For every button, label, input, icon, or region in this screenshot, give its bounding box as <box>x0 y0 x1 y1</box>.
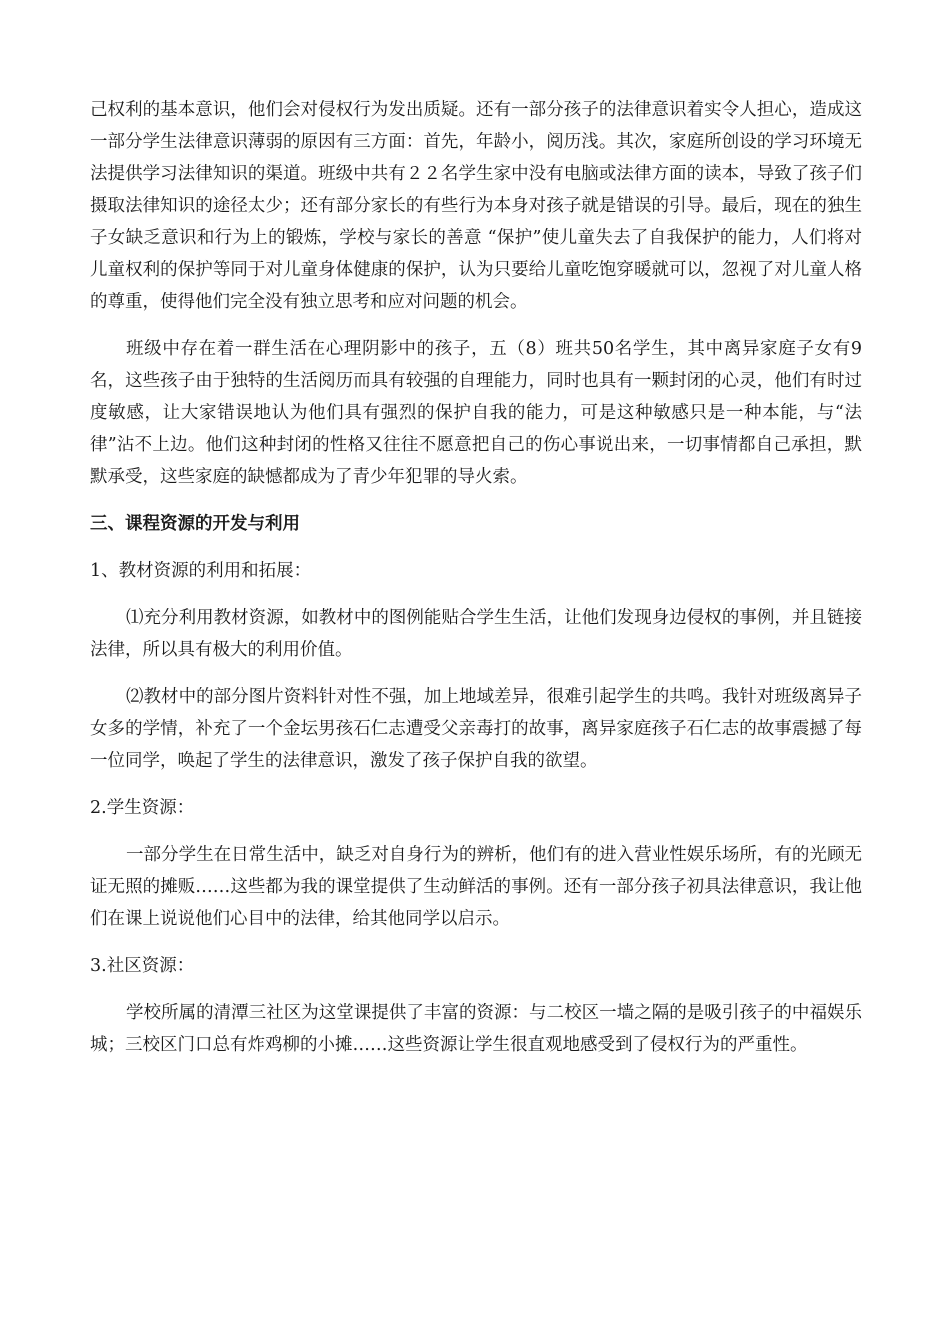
paragraph-legal-awareness: 己权利的基本意识，他们会对侵权行为发出质疑。还有一部分孩子的法律意识着实令人担心，造成这一部分学生法律意识薄弱的原因有三方面：首先，年龄小，阅历浅。其次，家庭所创设的学习环境无法提供学习法律知识的渠道。班级中共有２２名学生家中没有电脑或法律方面的读本，导致了孩子们摄取法律知识的途径太少；还有部分家长的有些行为本身对孩子就是错误的引导。最后，现在的独生子女缺乏意识和行为上的锻炼，学校与家长的善意 “保护”使儿童失去了自我保护的能力，人们将对儿童权利的保护等同于对儿童身体健康的保护，认为只要给儿童吃饱穿暖就可以，忽视了对儿童人格的尊重，使得他们完全没有独立思考和应对问题的机会。 <box>90 100 862 312</box>
paragraph-divorced-families: 班级中存在着一群生活在心理阴影中的孩子，五（8）班共50名学生，其中离异家庭子女有9名，这些孩子由于独特的生活阅历而具有较强的自理能力，同时也具有一颗封闭的心灵，他们有时过度敏感，让大家错误地认为他们具有强烈的保护自我的能力，可是这种敏感只是一种本能，与“法律”沾不上边。他们这种封闭的性格又往往不愿意把自己的伤心事说出来，一切事情都自己承担，默默承受，这些家庭的缺憾都成为了青少年犯罪的导火索。 <box>90 339 862 487</box>
subheading-community-resources: 3.社区资源： <box>90 956 195 976</box>
paragraph-student-resources: 一部分学生在日常生活中，缺乏对自身行为的辨析，他们有的进入营业性娱乐场所，有的光顾无证无照的摊贩……这些都为我的课堂提供了生动鲜活的事例。还有一部分孩子初具法律意识，我让他们在课上说说他们心目中的法律，给其他同学以启示。 <box>90 845 862 929</box>
paragraph-textbook-item-2: ⑵教材中的部分图片资料针对性不强，加上地域差异，很难引起学生的共鸣。我针对班级离异子女多的学情，补充了一个金坛男孩石仁志遭受父亲毒打的故事，离异家庭孩子石仁志的故事震撼了每一位同学，唤起了学生的法律意识，激发了孩子保护自我的欲望。 <box>90 687 862 771</box>
subheading-student-resources: 2.学生资源： <box>90 798 195 818</box>
subheading-textbook-resources: 1、教材资源的利用和拓展： <box>90 561 312 581</box>
document-body <box>90 94 862 1076</box>
paragraph-community-resources: 学校所属的清潭三社区为这堂课提供了丰富的资源：与二校区一墙之隔的是吸引孩子的中福娱乐城；三校区门口总有炸鸡柳的小摊……这些资源让学生很直观地感受到了侵权行为的严重性。 <box>90 1003 862 1055</box>
paragraph-textbook-item-1: ⑴充分利用教材资源，如教材中的图例能贴合学生生活，让他们发现身边侵权的事例，并且链接法律，所以具有极大的利用价值。 <box>90 608 862 660</box>
section-heading-course-resources: 三、课程资源的开发与利用 <box>90 514 300 534</box>
